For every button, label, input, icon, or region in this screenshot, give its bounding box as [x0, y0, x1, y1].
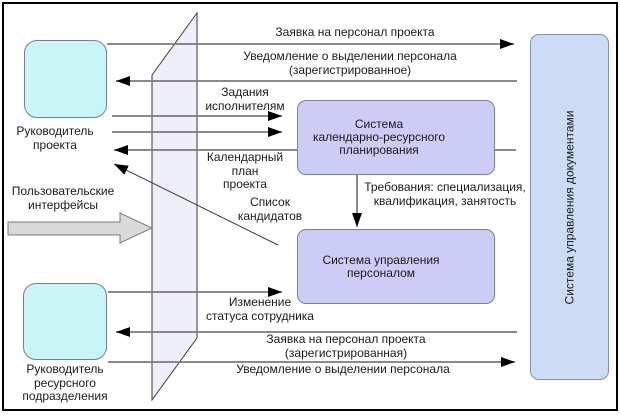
flow-label-change-status-line1: Изменение — [228, 295, 292, 309]
flow-label-notification-out — [213, 363, 473, 377]
hr-system-label-line1: Система управления — [322, 252, 440, 267]
planning-system-label-line2: календарно-ресурсного — [312, 130, 446, 144]
flow-label-request-registered-line2: (зарегистрированная) — [284, 345, 408, 360]
flow-label-tasks — [185, 86, 305, 113]
user-interfaces-label-line1: Пользовательские — [11, 184, 115, 198]
hr-system-label-line2: персоналом — [346, 265, 415, 280]
flow-label-change-status-line2: статуса сотрудника — [206, 308, 314, 323]
user-interfaces-label — [2, 185, 124, 212]
planning-system-box — [297, 100, 495, 175]
flow-label-calendar-plan-line3: проекта — [223, 177, 267, 191]
planning-system-label-line1: Система — [354, 117, 404, 131]
flow-label-request-to-docs-line1: Заявка на персонал проекта — [275, 25, 435, 39]
flow-label-request-registered-line1: Заявка на персонал проекта — [266, 332, 426, 346]
resource-manager-label-line1: Руководитель — [26, 362, 104, 376]
ui-plane-shape — [152, 13, 197, 400]
flow-label-tasks-line1: Задания — [221, 85, 269, 99]
resource-manager-label-line2: ресурсного — [34, 375, 96, 390]
resource-manager-label — [15, 363, 115, 404]
flow-label-calendar-plan-line1: Календарный — [206, 150, 284, 164]
project-manager-label-line1: Руководитель — [16, 124, 94, 138]
flow-label-notification-registered — [200, 50, 500, 77]
project-manager-box — [24, 40, 107, 118]
user-interfaces-label-line2: интерфейсы — [28, 197, 98, 212]
flow-label-notification-out-line1: Уведомление о выделении персонала — [236, 362, 450, 376]
flow-label-candidates — [210, 196, 330, 223]
project-manager-label-line2: проекта — [33, 137, 77, 152]
planning-system-label-line3: планирования — [339, 143, 419, 157]
flow-label-requirements — [345, 181, 545, 208]
project-manager-label — [5, 125, 105, 152]
flow-label-calendar-plan — [185, 151, 305, 192]
flow-label-candidates-line2: кандидатов — [237, 208, 303, 223]
flow-label-tasks-line2: исполнителям — [205, 98, 285, 113]
resource-manager-box — [23, 283, 107, 360]
flow-label-requirements-line2: квалификация, занятость — [373, 193, 517, 208]
flow-label-notification-registered-line1: Уведомление о выделении персонала — [243, 49, 457, 63]
flow-label-calendar-plan-line2: план — [231, 163, 259, 178]
user-interfaces-block-arrow — [8, 213, 152, 243]
flow-label-change-status — [185, 296, 335, 323]
flow-label-requirements-line1: Требования: специализация, — [364, 180, 526, 194]
flow-label-request-to-docs — [205, 26, 505, 40]
resource-manager-label-line3: подразделения — [22, 389, 108, 403]
document-system-label: Система управления документами — [562, 110, 577, 304]
flow-label-candidates-line1: Список — [250, 195, 290, 209]
hr-system-box — [297, 229, 495, 304]
flow-label-request-registered — [226, 333, 466, 360]
flow-label-notification-registered-line2: (зарегистрированное) — [288, 62, 412, 77]
